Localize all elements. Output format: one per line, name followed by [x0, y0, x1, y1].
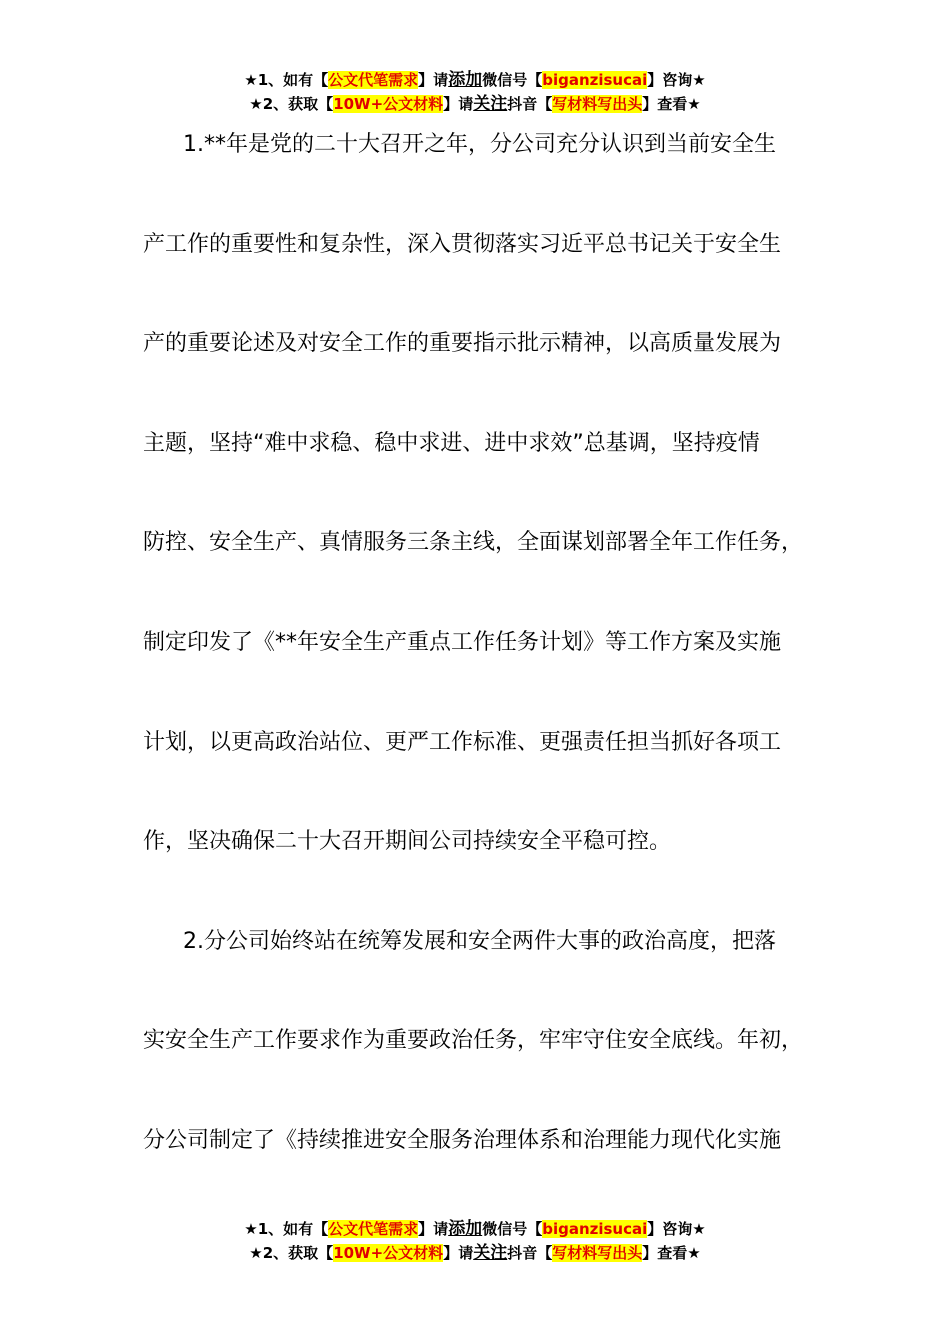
douyin-account: 写材料写出头 [552, 95, 643, 113]
paragraph-2 [143, 892, 823, 1191]
document-body [143, 95, 823, 1191]
text-line: 实安全生产工作要求作为重要政治任务，牢牢守住安全底线。年初， [143, 1028, 804, 1054]
star-icon: ★ [692, 71, 706, 89]
highlight-materials: 10W+公文材料 [333, 1244, 444, 1262]
text-line: 产的重要论述及对安全工作的重要指示批示精神，以高质量发展为 [143, 331, 782, 357]
banner-line-2: ★2、获取【10W+公文材料】请关注抖音【写材料写出头】查看★ [249, 1243, 701, 1263]
star-icon: ★ [244, 1220, 258, 1238]
highlight-materials: 10W+公文材料 [333, 95, 444, 113]
star-icon: ★ [249, 1244, 263, 1262]
text-line: 2.分公司始终站在统筹发展和安全两件大事的政治高度，把落 [183, 928, 776, 954]
wechat-id: biganzisucai [542, 71, 648, 89]
banner-line-1: ★1、如有【公文代笔需求】请添加微信号【biganzisucai】咨询★ [244, 70, 706, 90]
star-icon: ★ [244, 71, 258, 89]
highlight-service: 公文代笔需求 [328, 71, 419, 89]
text-line: 作，坚决确保二十大召开期间公司持续安全平稳可控。 [143, 829, 672, 855]
text-line: 产工作的重要性和复杂性，深入贯彻落实习近平总书记关于安全生 [143, 231, 782, 257]
text-line: 1.**年是党的二十大召开之年，分公司充分认识到当前安全生 [183, 132, 776, 157]
footer-banner [0, 1217, 950, 1265]
banner-line-2: ★2、获取【10W+公文材料】请关注抖音【写材料写出头】查看★ [249, 94, 701, 114]
star-icon: ★ [687, 95, 701, 113]
text-line: 制定印发了《**年安全生产重点工作任务计划》等工作方案及实施 [143, 629, 782, 655]
text-line: 计划，以更高政治站位、更严工作标准、更强责任担当抓好各项工 [143, 729, 782, 755]
star-icon: ★ [249, 95, 263, 113]
star-icon: ★ [687, 1244, 701, 1262]
text-line: 分公司制定了《持续推进安全服务治理体系和治理能力现代化实施 [143, 1127, 782, 1153]
text-line: 主题，坚持“难中求稳、稳中求进、进中求效”总基调，坚持疫情 [143, 430, 760, 456]
douyin-account: 写材料写出头 [552, 1244, 643, 1262]
wechat-id: biganzisucai [542, 1220, 648, 1238]
text-line: 防控、安全生产、真情服务三条主线，全面谋划部署全年工作任务， [143, 530, 804, 556]
banner-line-1: ★1、如有【公文代笔需求】请添加微信号【biganzisucai】咨询★ [244, 1219, 706, 1239]
paragraph-1 [143, 95, 823, 892]
star-icon: ★ [692, 1220, 706, 1238]
highlight-service: 公文代笔需求 [328, 1220, 419, 1238]
